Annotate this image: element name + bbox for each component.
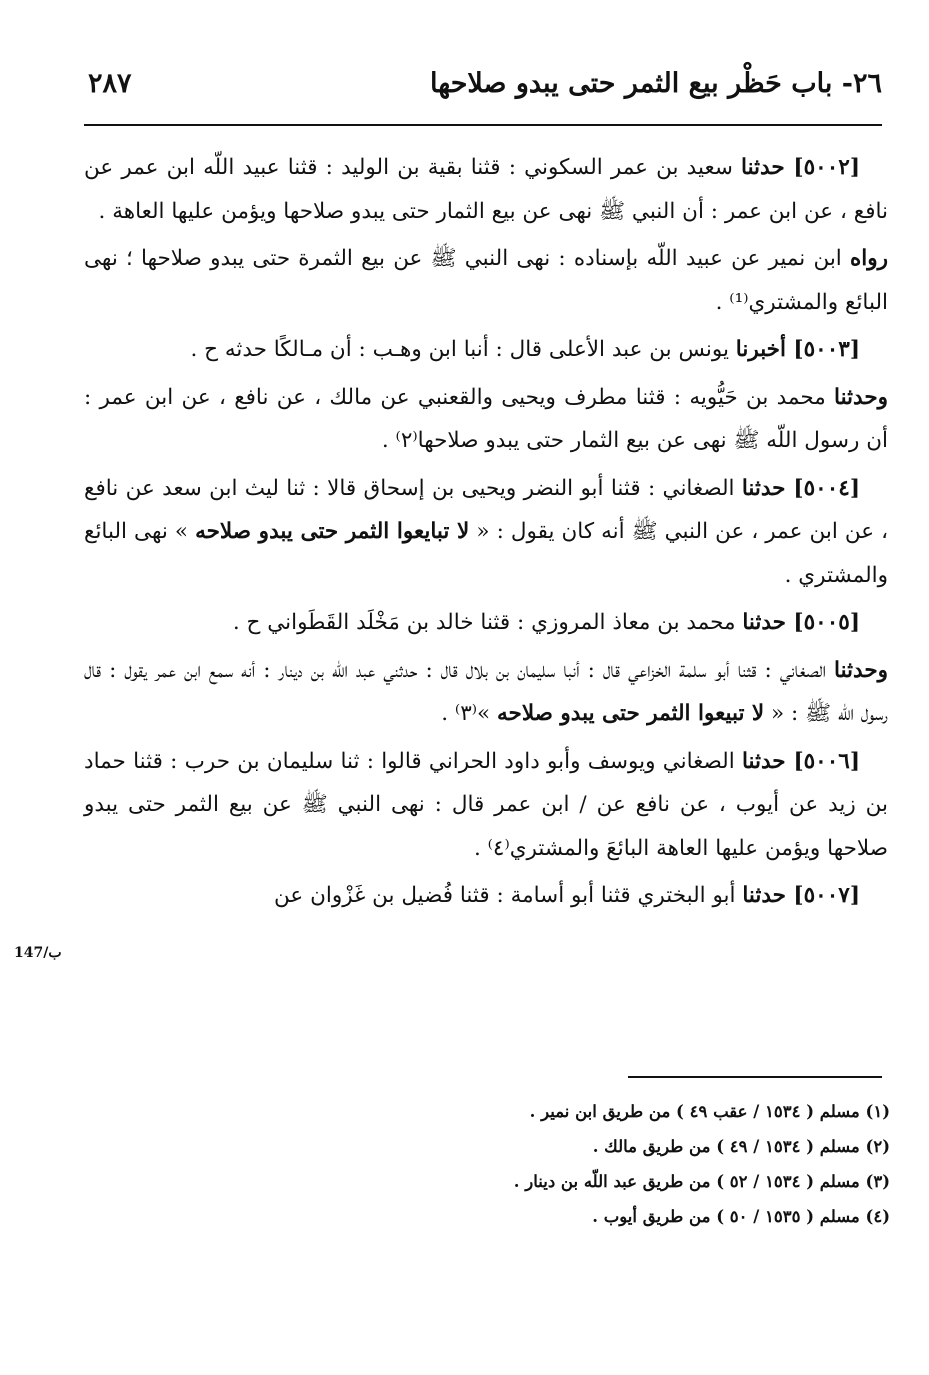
footnote-4: (٤) مسلم ( ١٥٣٥ / ٥٠ ) من طريق أيوب . xyxy=(592,1207,890,1226)
hadith-5003-second-chain xyxy=(84,376,888,463)
footnote-rule xyxy=(628,1076,882,1078)
page-number: ٢٨٧ xyxy=(88,68,132,99)
prophetic-quote: لا تبايعوا الثمر حتى يبدو صلاحه xyxy=(195,519,470,544)
prophetic-quote: لا تبيعوا الثمر حتى يبدو صلاحه xyxy=(497,701,765,726)
hadith-lead: [٥٠٠٢] حدثنا xyxy=(741,155,860,180)
hadith-5005-second-chain xyxy=(84,649,888,736)
hadith-lead: وحدثنا xyxy=(834,657,888,683)
hadith-lead: [٥٠٠٥] حدثنا xyxy=(742,610,860,635)
footnote-2: (٢) مسلم ( ١٥٣٤ / ٤٩ ) من طريق مالك . xyxy=(592,1137,890,1156)
hadith-5004 xyxy=(84,467,888,598)
hadith-5002-riwaya xyxy=(84,237,888,324)
hadith-text: الصغاني : قثنا أبو النضر ويحيى بن إسحاق قالا : ثنا ليث ابن سعد عن نافع ، عن ابن عمر ، عن النبي ﷺ أنه كان يقول : « xyxy=(84,475,889,544)
hadith-text: أبو البختري قثنا أبو أسامة : قثنا فُضيل بن غَزْوان عن xyxy=(274,883,743,908)
hadith-lead: [٥٠٠٤] حدثنا xyxy=(741,475,860,501)
hadith-5006 xyxy=(84,740,888,871)
hadith-text: ابن نمير عن عبيد اللّه بإسناده : نهى النبي ﷺ عن بيع الثمرة حتى يبدو صلاحها ؛ نهى البائع والمشتري⁽¹⁾ . xyxy=(84,246,888,315)
hadith-tail: »⁽٣⁾ . xyxy=(441,701,498,726)
chapter-title: ٢٦- باب حَظْر بيع الثمر حتى يبدو صلاحها xyxy=(430,68,882,99)
hadith-text: يونس بن عبد الأعلى قال : أنبا ابن وهـب : أن مـالكًا حدثه ح . xyxy=(190,337,736,362)
footnote-1: (١) مسلم ( ١٥٣٤ / عقب ٤٩ ) من طريق ابن نمير . xyxy=(529,1102,890,1121)
hadith-lead: [٥٠٠٧] حدثنا xyxy=(742,883,860,908)
running-header xyxy=(82,62,882,118)
hadith-lead: رواه xyxy=(849,246,888,271)
hadith-lead: وحدثنا xyxy=(834,384,888,410)
hadith-lead: [٥٠٠٦] حدثنا xyxy=(741,748,861,774)
header-rule xyxy=(84,124,882,126)
footnotes xyxy=(300,1094,890,1234)
hadith-text: محمد بن حَيُّويه : قثنا مطرف ويحيى والقعنبي عن مالك ، عن نافع ، عن ابن عمر : أن رسول اللّه ﷺ نهى عن بيع الثمار حتى يبدو صلاحها⁽٢⁾ . xyxy=(84,384,888,453)
hadith-text: سعيد بن عمر السكوني : قثنا بقية بن الوليد : قثنا عبيد اللّه ابن عمر عن نافع ، عن ابن عمر : أن النبي ﷺ نهى عن بيع الثمار حتى يبدو صلاحها ويؤمن عليها العاهة . xyxy=(84,155,888,224)
hadith-5003 xyxy=(84,328,888,372)
hadith-tail: » نهى البائع والمشتري . xyxy=(84,519,888,588)
hadith-5002 xyxy=(84,146,888,233)
hadith-5007 xyxy=(84,874,888,918)
hadith-text: محمد بن معاذ المروزي : قثنا خالد بن مَخْلَد القَطَواني ح . xyxy=(232,610,743,635)
hadith-lead: [٥٠٠٣] أخبرنا xyxy=(735,337,860,362)
footnote-3: (٣) مسلم ( ١٥٣٤ / ٥٢ ) من طريق عبد اللّه بن دينار . xyxy=(513,1172,890,1191)
manuscript-folio-marker: 147/ب xyxy=(14,945,62,961)
hadith-5005 xyxy=(84,601,888,645)
hadith-text: الصغاني : قثنا أبو سلمة الخزاعي قال : أنبا سليمان بن بلال قال : حدثني عبد اللّه بن دينار : أنه سمع ابن عمر يقول : قال رسول اللّه ﷺ : « xyxy=(84,657,888,726)
hadith-text: الصغاني ويوسف وأبو داود الحراني قالوا : ثنا سليمان بن حرب : قثنا حماد بن زيد عن أيوب ، عن نافع عن / ابن عمر قال : نهى النبي ﷺ عن بيع الثمر حتى يبدو صلاحها ويؤمن عليها العاهة البائعَ والمشتري⁽٤⁾ . xyxy=(84,748,888,861)
hadith-body xyxy=(84,146,888,922)
